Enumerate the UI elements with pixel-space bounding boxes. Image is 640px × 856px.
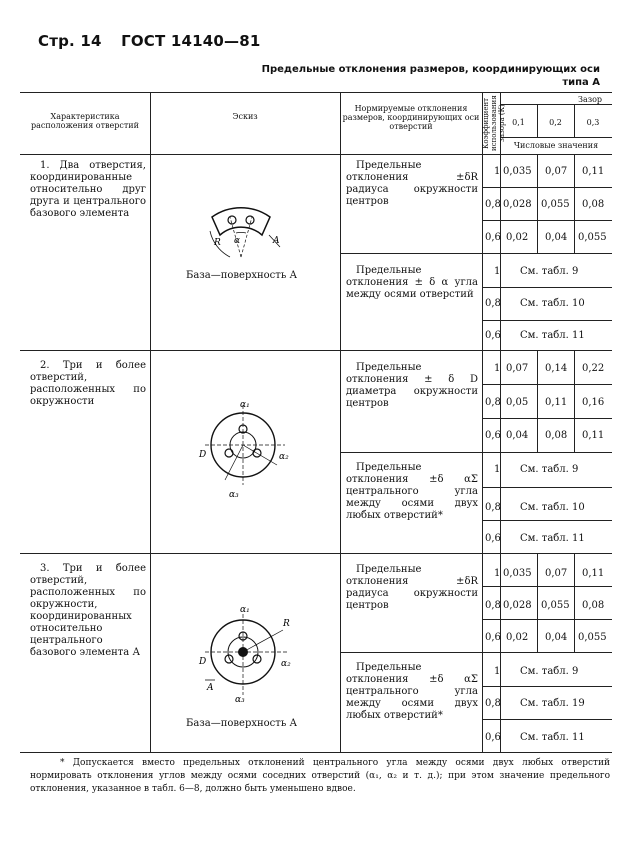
col-sep-4	[500, 92, 501, 752]
coef-cell: 0,8	[485, 502, 501, 513]
value-cell: 0,04	[545, 632, 568, 643]
sketch-two-holes	[190, 195, 290, 260]
coef-cell: 0,6	[485, 330, 501, 341]
norm-2b: Предельные отклонения ±δ αΣ центрального угла между осями двух любых отверстий*	[346, 462, 478, 521]
rule-sub-3	[340, 652, 612, 653]
value-cell: 0,02	[506, 632, 529, 643]
ref-cell: См. табл. 11	[520, 732, 585, 743]
coef-cell: 1	[494, 568, 501, 579]
value-cell: 0,02	[506, 232, 529, 243]
value-cell: 0,11	[582, 568, 605, 579]
footnote: * Допускается вместо предельных отклонений центрального угла между осями двух любых отверстий нормировать отклонения углов между осями соседних отверстий (α₁, α₂ и т. д.); при этом значение предельного отклонения, указанное в табл. 6—8, должно быть уменьшено вдвое.	[30, 758, 610, 794]
sketch-label-alpha: α	[234, 236, 241, 246]
sketch-label-A: A	[273, 236, 280, 246]
header-gap-3: 0,3	[586, 118, 600, 127]
col-sep	[574, 350, 575, 452]
coef-cell: 1	[494, 363, 501, 374]
value-cell: 0,07	[545, 166, 568, 177]
sketch-label-R: R	[214, 238, 221, 248]
sketch-label-alpha2: α₂	[281, 659, 291, 669]
value-cell: 0,028	[503, 199, 532, 210]
row-rule	[482, 220, 612, 221]
rule-gap-values	[500, 137, 612, 138]
ref-cell: См. табл. 11	[520, 533, 585, 544]
rule-bottom	[20, 752, 612, 753]
coef-cell: 0,6	[485, 232, 501, 243]
header-col-sketch: Эскиз	[232, 112, 258, 121]
sketch-caption-3: База—поверхность А	[186, 718, 298, 729]
row-rule	[482, 187, 612, 188]
coef-cell: 1	[494, 666, 501, 677]
value-cell: 0,08	[582, 199, 605, 210]
col-sep	[537, 154, 538, 253]
sketch-caption-1: База—поверхность А	[186, 270, 298, 281]
title-line-1: Предельные отклонения размеров, координирующих оси	[261, 64, 600, 75]
page-header	[38, 32, 261, 50]
value-cell: 0,16	[582, 397, 605, 408]
sketch-label-D: D	[199, 450, 207, 460]
characteristic-1: 1. Два отверстия, координированные относительно друг друга и центрального базового элемента	[30, 160, 146, 219]
ref-cell: См. табл. 9	[520, 464, 579, 475]
coef-cell: 0,8	[485, 600, 501, 611]
row-rule	[482, 586, 612, 587]
row-rule	[482, 719, 612, 720]
value-cell: 0,07	[506, 363, 529, 374]
ref-cell: См. табл. 9	[520, 666, 579, 677]
coef-cell: 0,8	[485, 298, 501, 309]
norm-3b: Предельные отклонения ±δ αΣ центрального угла между осями двух любых отверстий*	[346, 662, 478, 721]
characteristic-3: 3. Три и более отверстий, расположенных по окружности, координированных относительно центрального базового элемента А	[30, 563, 146, 658]
sketch-label-alpha1: α₁	[240, 605, 250, 615]
value-cell: 0,055	[578, 232, 607, 243]
sketch-label-alpha2: α₂	[279, 452, 289, 462]
value-cell: 0,055	[541, 600, 570, 611]
sketch-three-holes-base	[195, 600, 300, 705]
value-cell: 0,11	[582, 166, 605, 177]
row-rule	[482, 487, 612, 488]
row-rule	[482, 520, 612, 521]
standard-number: ГОСТ 14140—81	[121, 32, 261, 50]
coef-cell: 0,6	[485, 430, 501, 441]
header-gap-1: 0,1	[512, 118, 525, 127]
row-rule	[482, 418, 612, 419]
header-gap-2: 0,2	[549, 118, 562, 127]
value-cell: 0,08	[545, 430, 568, 441]
sketch-label-alpha3: α₃	[235, 695, 245, 705]
value-cell: 0,04	[506, 430, 529, 441]
col-sep	[574, 553, 575, 652]
coef-cell: 1	[494, 266, 501, 277]
value-cell: 0,14	[545, 363, 568, 374]
value-cell: 0,055	[578, 632, 607, 643]
coef-cell: 0,8	[485, 199, 501, 210]
value-cell: 0,22	[582, 363, 605, 374]
value-cell: 0,055	[541, 199, 570, 210]
col-sep-2	[340, 92, 341, 752]
row-rule	[482, 287, 612, 288]
header-col-norm: Нормируемые отклонения размеров, координирующих оси отверстий	[342, 104, 480, 131]
row-rule	[482, 619, 612, 620]
norm-3a: Предельные отклонения ±δR радиуса окружности центров	[346, 564, 478, 611]
value-cell: 0,11	[545, 397, 568, 408]
sketch-label-A: A	[207, 683, 214, 693]
rule-header-bottom	[20, 154, 612, 155]
sketch-label-alpha1: α₁	[240, 400, 250, 410]
col-sep	[537, 553, 538, 652]
header-numeric: Числовые значения	[513, 141, 599, 150]
value-cell: 0,028	[503, 600, 532, 611]
table-title	[262, 63, 600, 89]
ref-cell: См. табл. 11	[520, 330, 585, 341]
value-cell: 0,035	[503, 166, 532, 177]
page-number: Стр. 14	[38, 32, 102, 50]
ref-cell: См. табл. 19	[520, 698, 585, 709]
header-col-characteristic: Характеристика расположения отверстий	[31, 112, 139, 130]
coef-cell: 1	[494, 166, 501, 177]
rule-group-2	[20, 553, 612, 554]
ref-cell: См. табл. 9	[520, 266, 579, 277]
row-rule	[482, 686, 612, 687]
rule-sub-2	[340, 452, 612, 453]
col-sep-3	[482, 92, 483, 752]
coef-cell: 0,6	[485, 533, 501, 544]
header-col-coef: Коэффициент использования зазора (К)	[482, 95, 506, 151]
coef-cell: 1	[494, 464, 501, 475]
ref-cell: См. табл. 10	[520, 502, 585, 513]
sketch-label-R: R	[283, 619, 290, 629]
norm-1a: Предельные отклонения ±δR радиуса окружности центров	[346, 160, 478, 207]
sketch-label-D: D	[199, 657, 207, 667]
col-sep-1	[150, 92, 151, 752]
coef-cell: 0,8	[485, 397, 501, 408]
value-cell: 0,035	[503, 568, 532, 579]
characteristic-2: 2. Три и более отверстий, расположенных по окружности	[30, 360, 146, 407]
value-cell: 0,05	[506, 397, 529, 408]
coef-cell: 0,8	[485, 698, 501, 709]
value-cell: 0,11	[582, 430, 605, 441]
sketch-three-holes	[195, 395, 295, 505]
title-line-2: типа А	[562, 77, 600, 88]
norm-2a: Предельные отклонения ± δ D диаметра окружности центров	[346, 362, 478, 409]
row-rule	[482, 384, 612, 385]
rule-group-1	[20, 350, 612, 351]
coef-cell: 0,6	[485, 732, 501, 743]
col-sep	[574, 154, 575, 253]
norm-1b: Предельные отклонения ± δ α угла между осями отверстий	[346, 265, 478, 300]
value-cell: 0,07	[545, 568, 568, 579]
rule-top	[20, 92, 612, 93]
rule-gap	[500, 104, 612, 105]
rule-sub-1	[340, 253, 612, 254]
row-rule	[482, 320, 612, 321]
coef-cell: 0,6	[485, 632, 501, 643]
ref-cell: См. табл. 10	[520, 298, 585, 309]
col-sep	[537, 350, 538, 452]
header-gap: Зазор	[578, 95, 603, 104]
value-cell: 0,08	[582, 600, 605, 611]
value-cell: 0,04	[545, 232, 568, 243]
sketch-label-alpha3: α₃	[229, 490, 239, 500]
